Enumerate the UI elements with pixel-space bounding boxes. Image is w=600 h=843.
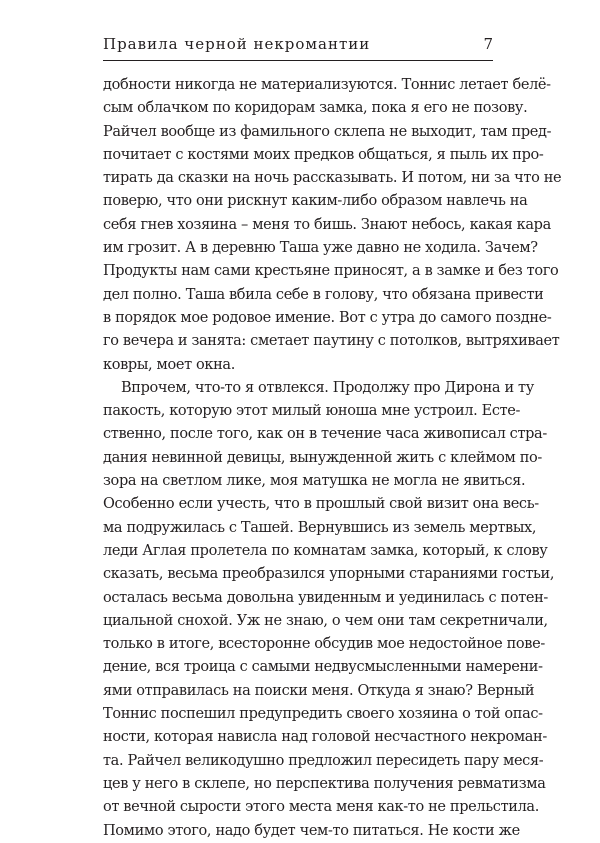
text-line: Райчел вообще из фамильного склепа не выходит, там пред- xyxy=(103,123,552,140)
text-line: зора на светлом лике, моя матушка не могла не явиться. xyxy=(103,473,526,490)
text-line: ма подружилась с Ташей. Вернувшись из земель мертвых, xyxy=(103,519,537,536)
text-line: Продукты нам сами крестьяне приносят, а в замке и без того xyxy=(103,263,559,280)
text-line: цев у него в склепе, но перспектива получения ревматизма xyxy=(103,775,546,792)
page-number: 7 xyxy=(483,35,493,53)
text-line: поверю, что они рискнут каким-либо образом навлечь на xyxy=(103,193,528,210)
header-rule xyxy=(103,60,493,61)
text-line: им грозит. А в деревню Таша уже давно не ходила. Зачем? xyxy=(103,240,538,257)
text-line: ности, которая нависла над головой несчастного некроман- xyxy=(103,729,547,746)
text-line: дания невинной девицы, вынужденной жить с клеймом по- xyxy=(103,449,542,466)
running-header xyxy=(103,34,493,58)
text-line: только в итоге, всесторонне обсудив мое недостойное пове- xyxy=(103,636,545,653)
text-line: леди Аглая пролетела по комнатам замка, который, к слову xyxy=(103,542,548,559)
text-line: го вечера и занята: сметает паутину с потолков, вытряхивает xyxy=(103,333,560,350)
body-text xyxy=(103,74,562,843)
text-line: циальной снохой. Уж не знаю, о чем они там секретничали, xyxy=(103,612,548,629)
text-line: сказать, весьма преобразился упорными стараниями гостьи, xyxy=(103,566,555,583)
text-line: та. Райчел великодушно предложил пересидеть пару меся- xyxy=(103,752,544,769)
text-line: в порядок мое родовое имение. Вот с утра до самого поздне- xyxy=(103,309,552,326)
text-line: дел полно. Таша вбила себе в голову, что обязана привести xyxy=(103,286,544,303)
text-line: Помимо этого, надо будет чем-то питаться. Не кости же xyxy=(103,822,520,839)
text-line: сым облачком по коридорам замка, пока я его не позову. xyxy=(103,100,528,117)
text-line: Впрочем, что-то я отвлекся. Продолжу про Дирона и ту xyxy=(121,379,534,396)
text-line: осталась весьма довольна увиденным и уединилась с потен- xyxy=(103,589,548,606)
text-line: дение, вся троица с самыми недвусмысленными намерени- xyxy=(103,659,543,676)
text-line: ственно, после того, как он в течение часа живописал стра- xyxy=(103,426,547,443)
text-line: добности никогда не материализуются. Тоннис летает белё- xyxy=(103,77,551,93)
text-line: пакость, которую этот милый юноша мне устроил. Есте- xyxy=(103,403,521,420)
text-line: от вечной сырости этого места меня как-то не прельстила. xyxy=(103,799,539,816)
text-line: Особенно если учесть, что в прошлый свой визит она весь- xyxy=(103,496,539,513)
text-line: ями отправилась на поиски меня. Откуда я знаю? Верный xyxy=(103,682,535,699)
text-line: Тоннис поспешил предупредить своего хозяина о той опас- xyxy=(103,706,543,723)
text-line: ковры, моет окна. xyxy=(103,356,235,373)
text-line: почитает с костями моих предков общаться, я пыль их про- xyxy=(103,146,544,163)
running-title: Правила черной некромантии xyxy=(103,35,371,53)
text-line: себя гнев хозяина – меня то бишь. Знают небось, какая кара xyxy=(103,216,551,233)
text-line: тирать да сказки на ночь рассказывать. И потом, ни за что не xyxy=(103,170,562,187)
